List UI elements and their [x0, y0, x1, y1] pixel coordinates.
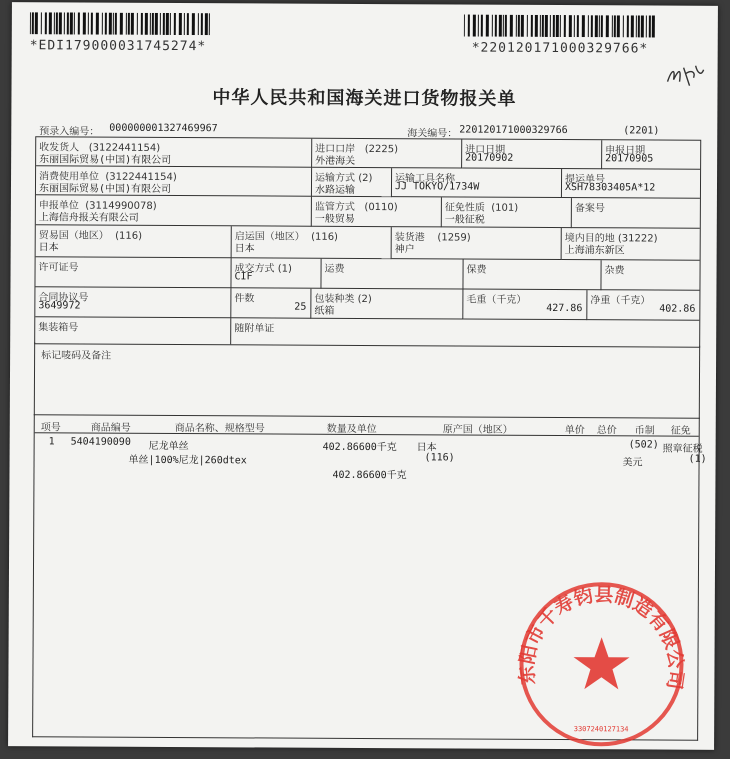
barcode-bar [49, 12, 52, 34]
goods-header-currency: 币制 [634, 425, 655, 437]
barcode-left-number: *EDI179000031745274* [29, 38, 207, 55]
barcode-bar [495, 15, 497, 37]
cell-documents: 随附单证 [234, 323, 275, 335]
barcode-bar [45, 12, 47, 34]
goods-header-origin: 原产国（地区） [442, 424, 513, 436]
barcode-bar [638, 15, 640, 37]
cell-freight: 运费 [321, 259, 463, 290]
barcode-bar [631, 15, 634, 37]
barcode-bar [545, 15, 548, 37]
barcode-bar [163, 13, 165, 35]
goods-header-unit-price: 单价 [564, 425, 585, 437]
barcode-bar [505, 15, 507, 37]
barcode-bar [577, 15, 579, 37]
cell-consignee: 收发货人 (3122441154) 东丽国际贸易(中国)有限公司 [36, 137, 312, 167]
barcode-bar [486, 15, 489, 37]
declaration-grid [34, 136, 701, 347]
barcode-bar [473, 15, 476, 37]
barcode-bar [91, 13, 93, 35]
barcode-bar [70, 12, 73, 34]
barcode-bar [623, 15, 624, 37]
customs-number-label: 海关编号： [407, 128, 458, 140]
barcode-bar [612, 15, 613, 37]
barcode-bar [516, 15, 517, 37]
barcode-bar [627, 15, 629, 37]
barcode-bar [41, 12, 42, 34]
barcode-bar [113, 13, 114, 35]
barcode-bar [166, 13, 169, 35]
barcode-bar [531, 15, 533, 37]
barcode-bar [187, 13, 189, 35]
customs-number: 220120171000329766 [459, 124, 568, 137]
barcode-bar [468, 15, 470, 37]
cell-entry-port: 进口口岸 (2225) 外港海关 [312, 139, 462, 169]
cell-supervision: 监管方式 (0110) 一般贸易 [312, 197, 442, 228]
barcode-bar [74, 12, 75, 34]
barcode-bar [179, 13, 182, 35]
barcode-bar [481, 15, 483, 37]
cell-origin-country: 启运国（地区） (116) 日本 [232, 226, 392, 259]
barcode-bar [96, 13, 99, 35]
barcode-bar [510, 15, 513, 37]
barcode-bar [564, 15, 566, 37]
barcode-bar [641, 15, 644, 37]
cell-license: 许可证号 [35, 257, 231, 288]
barcode-bar [83, 13, 86, 35]
document-title: 中华人民共和国海关进口货物报关单 [212, 87, 517, 110]
barcode-bar [601, 15, 603, 37]
cell-insurance: 保费 [463, 260, 601, 291]
cell-record-no: 备案号 [572, 198, 700, 229]
consignee-value: 东丽国际贸易(中国)有限公司 [39, 154, 172, 166]
barcode-bar [35, 12, 38, 34]
goods-header-total: 总价 [596, 425, 617, 437]
goods-header-qty: 数量及单位 [326, 423, 377, 436]
barcode-bar [652, 16, 655, 38]
barcode-bar [582, 15, 585, 37]
barcode-bar [160, 13, 161, 35]
barcode-bar [115, 13, 117, 35]
barcode-bar [569, 15, 572, 37]
barcode-bar [588, 15, 589, 37]
seal-number: 3307240127134 [573, 725, 629, 734]
barcode-bar [88, 13, 89, 35]
seal-text: 东阳市千寿钧县制造有限公司 [516, 584, 687, 691]
barcode-bar [64, 12, 65, 34]
cell-declare-date: 申报日期 20170905 [602, 140, 700, 170]
barcode-bar [492, 15, 493, 37]
barcode-bar [141, 13, 143, 35]
barcode-bar [574, 15, 575, 37]
barcode-bar [145, 13, 148, 35]
barcode-right-number: *220120171000329766* [471, 40, 649, 57]
barcode-left [30, 12, 260, 35]
barcode-bar [137, 13, 138, 35]
barcode-bar [152, 13, 154, 35]
barcode-bar [617, 15, 620, 37]
cell-import-date: 进口日期 20170902 [462, 140, 602, 170]
goods-header-item: 项号 [40, 422, 61, 434]
cell-package: 包装种类 (2) 纸箱 [311, 289, 463, 320]
barcode-bar [649, 15, 651, 37]
barcode-bar [56, 12, 58, 34]
barcode-bar [155, 13, 158, 35]
barcode-bar [201, 13, 203, 35]
cell-misc-fee: 杂费 [601, 260, 699, 291]
barcode-bar [599, 15, 600, 37]
barcode-bar [636, 15, 637, 37]
cell-net-weight: 净重（千克） 402.86 [587, 290, 699, 321]
barcode-bar [499, 15, 502, 37]
barcode-bar [30, 12, 31, 34]
barcode-bar [527, 15, 528, 37]
cell-gross-weight: 毛重（千克） 427.86 [463, 290, 587, 321]
barcode-bar [32, 12, 34, 34]
barcode-bar [192, 13, 195, 35]
cell-trade-country: 贸易国（地区） (116) 日本 [36, 225, 232, 258]
barcode-bar [150, 13, 151, 35]
barcode-bar [105, 13, 107, 35]
barcode-bar [54, 12, 55, 34]
seal-star-icon [573, 637, 629, 689]
cell-pieces: 件数 25 [231, 288, 311, 318]
barcode-bar [78, 13, 80, 35]
barcode-bar [553, 15, 555, 37]
cell-consumer: 消费使用单位 (3122441154) 东丽国际贸易(中国)有限公司 [36, 166, 312, 196]
barcode-bar [198, 13, 199, 35]
barcode-bar [464, 15, 465, 37]
barcode-bar [174, 13, 176, 35]
cell-domestic-destination: 境内目的地 (31222) 上海浦东新区 [562, 228, 700, 261]
cell-bill-no: 提运单号 XSH78303405A*12 [562, 169, 700, 199]
barcode-bar [120, 13, 123, 35]
customs-declaration-sheet [8, 2, 718, 750]
barcode-bar [556, 15, 559, 37]
goods-row: 1 5404190090 尼龙单丝 402.86600千克 日本 (502) 照章征税 单丝|100%尼龙|260dtex (116) 美元 (1) 402.86600千克 [48, 436, 707, 482]
barcode-bar [184, 13, 185, 35]
marks-label: 标记唛码及备注 [41, 350, 112, 362]
cell-declarant: 申报单位 (3114990078) 上海信舟报关有限公司 [36, 195, 312, 226]
barcode-bar [595, 15, 598, 37]
barcode-bar [542, 15, 544, 37]
cell-transport-tool: 运输工具名称 JJ TOKYO/1734W [392, 168, 562, 198]
cell-transport-mode: 运输方式 (2) 水路运输 [312, 168, 392, 197]
barcode-bar [128, 13, 130, 35]
cell-container: 集装箱号 [35, 317, 231, 344]
barcode-bar [126, 13, 127, 35]
cell-contract: 合同协议号 3649972 [35, 287, 231, 318]
barcode-bar [646, 15, 647, 37]
pre-entry-label: 预录入编号： [39, 126, 100, 138]
cell-levy-nature: 征免性质 (101) 一般征税 [442, 197, 572, 228]
barcode-bar [109, 13, 112, 35]
barcode-bar [606, 15, 609, 37]
goods-header-name: 商品名称、规格型号 [174, 423, 265, 435]
barcode-bar [535, 15, 538, 37]
barcode-bar [560, 15, 561, 37]
goods-header-hs: 商品编号 [90, 422, 131, 434]
barcode-bar [209, 13, 210, 35]
barcode-bar [540, 15, 541, 37]
barcode-bar [518, 15, 520, 37]
barcode-bar [67, 12, 69, 34]
barcode-bar [59, 12, 62, 34]
cell-transaction-mode: 成交方式 (1) CIF [231, 258, 321, 288]
barcode-bar [591, 15, 593, 37]
barcode-right [464, 15, 704, 38]
company-seal [516, 579, 687, 750]
barcode-bar [503, 15, 504, 37]
barcode-bar [131, 13, 134, 35]
goods-header-levy: 征免 [670, 425, 691, 437]
barcode-bar [614, 15, 616, 37]
barcode-bar [550, 15, 551, 37]
customs-code: (2201) [623, 125, 660, 137]
barcode-bar [170, 13, 171, 35]
barcode-bar [205, 13, 208, 35]
barcode-bar [478, 15, 479, 37]
barcode-bar [521, 15, 524, 37]
barcode-bar [102, 13, 103, 35]
pre-entry-number: 000000001327469967 [109, 122, 218, 135]
cell-loading-port: 装货港 (1259) 神户 [392, 227, 562, 260]
